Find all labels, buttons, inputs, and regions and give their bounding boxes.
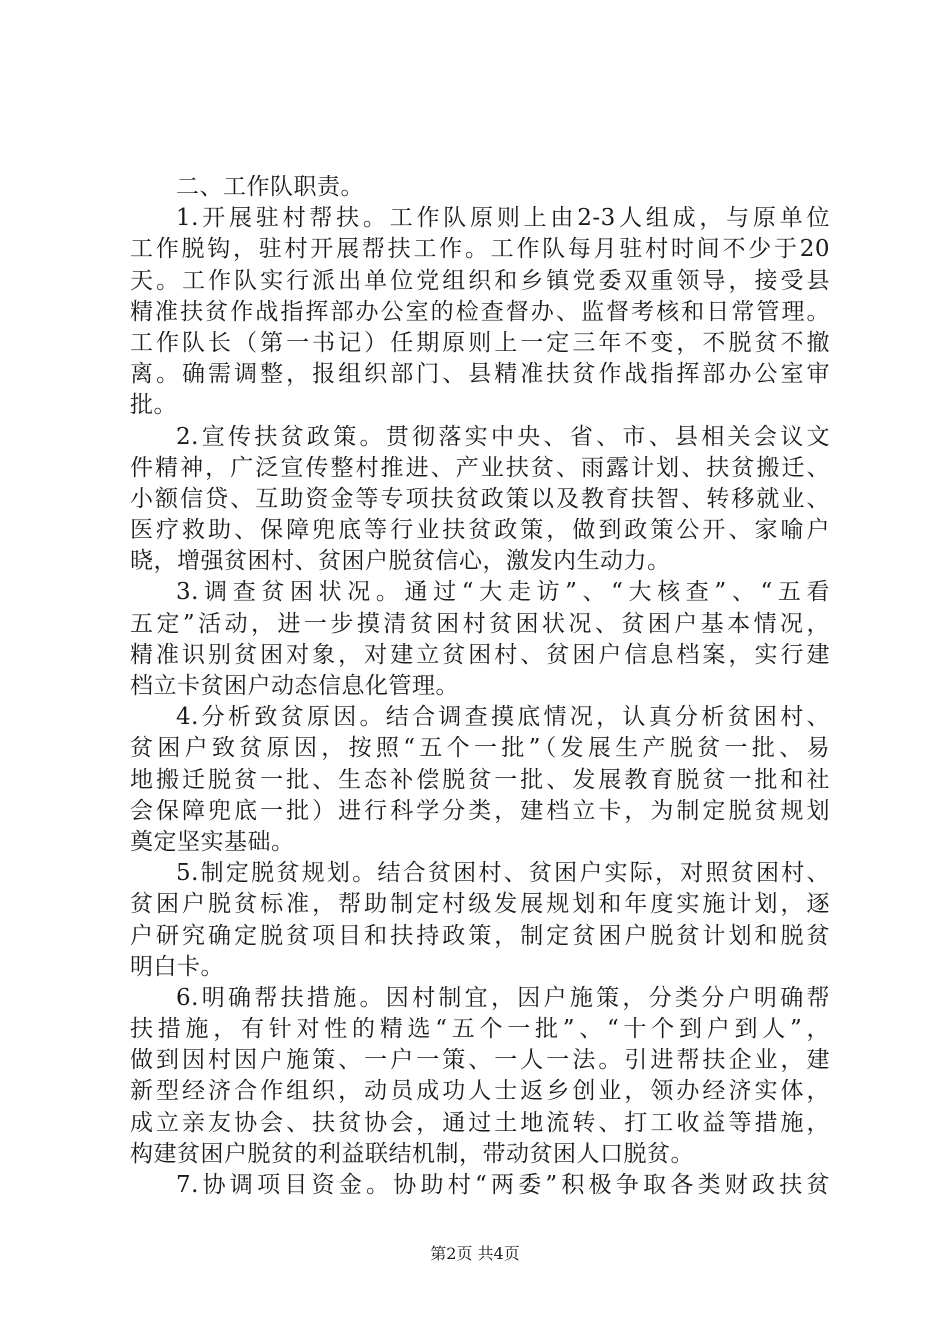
text-line: 小额信贷、互助资金等专项扶贫政策以及教育扶智、转移就业、 xyxy=(130,485,830,512)
text-line: 1.开展驻村帮扶。工作队原则上由2-3人组成，与原单位 xyxy=(176,205,830,232)
text-line: 明白卡。 xyxy=(130,953,224,980)
text-line: 贫困户致贫原因，按照“五个一批”（发展生产脱贫一批、易 xyxy=(130,735,830,762)
text-line: 成立亲友协会、扶贫协会，通过土地流转、打工收益等措施， xyxy=(130,1109,830,1136)
text-line: 工作脱钩，驻村开展帮扶工作。工作队每月驻村时间不少于20 xyxy=(130,236,830,263)
text-line: 精准识别贫困对象，对建立贫困村、贫困户信息档案，实行建 xyxy=(130,641,830,668)
text-line: 做到因村因户施策、一户一策、一人一法。引进帮扶企业，建 xyxy=(130,1047,830,1074)
text-line: 6.明确帮扶措施。因村制宜，因户施策，分类分户明确帮 xyxy=(176,984,830,1011)
text-line: 五定”活动，进一步摸清贫困村贫困状况、贫困户基本情况， xyxy=(130,610,830,637)
text-line: 地搬迁脱贫一批、生态补偿脱贫一批、发展教育脱贫一批和社 xyxy=(130,766,830,793)
text-line: 晓，增强贫困村、贫困户脱贫信心，激发内生动力。 xyxy=(130,548,671,575)
text-line: 档立卡贫困户动态信息化管理。 xyxy=(130,673,459,699)
text-line: 批。 xyxy=(130,392,177,419)
text-line: 贫困户脱贫标准，帮助制定村级发展规划和年度实施计划，逐 xyxy=(130,891,830,918)
text-line: 4.分析致贫原因。结合调查摸底情况，认真分析贫困村、 xyxy=(176,704,830,731)
text-line: 扶措施，有针对性的精选“五个一批”、“十个到户到人”， xyxy=(130,1016,830,1043)
text-line: 二、工作队职责。 xyxy=(176,174,364,200)
text-line: 构建贫困户脱贫的利益联结机制，带动贫困人口脱贫。 xyxy=(130,1140,694,1167)
text-line: 奠定坚实基础。 xyxy=(130,828,295,855)
text-line: 新型经济合作组织，动员成功人士返乡创业，领办经济实体， xyxy=(130,1078,830,1105)
text-line: 工作队长（第一书记）任期原则上一定三年不变，不脱贫不撤 xyxy=(130,329,830,356)
text-line: 天。工作队实行派出单位党组织和乡镇党委双重领导，接受县 xyxy=(130,267,830,294)
text-line: 件精神，广泛宣传整村推进、产业扶贫、雨露计划、扶贫搬迁、 xyxy=(130,454,830,481)
text-line: 2.宣传扶贫政策。贯彻落实中央、省、市、县相关会议文 xyxy=(176,423,830,450)
text-line: 5.制定脱贫规划。结合贫困村、贫困户实际，对照贫困村、 xyxy=(176,860,830,887)
text-line: 3.调查贫困状况。通过“大走访”、“大核查”、“五看 xyxy=(176,579,830,606)
document-body xyxy=(130,172,830,1201)
text-line: 医疗救助、保障兜底等行业扶贫政策，做到政策公开、家喻户 xyxy=(130,517,830,544)
text-line: 会保障兜底一批）进行科学分类，建档立卡，为制定脱贫规划 xyxy=(130,797,830,824)
page-footer: 第2页 共4页 xyxy=(430,1244,520,1263)
text-line: 精准扶贫作战指挥部办公室的检查督办、监督考核和日常管理。 xyxy=(130,298,830,325)
text-line: 7.协调项目资金。协助村“两委”积极争取各类财政扶贫 xyxy=(176,1172,830,1198)
text-line: 户研究确定脱贫项目和扶持政策，制定贫困户脱贫计划和脱贫 xyxy=(130,922,830,949)
text-line: 离。确需调整，报组织部门、县精准扶贫作战指挥部办公室审 xyxy=(130,361,830,388)
